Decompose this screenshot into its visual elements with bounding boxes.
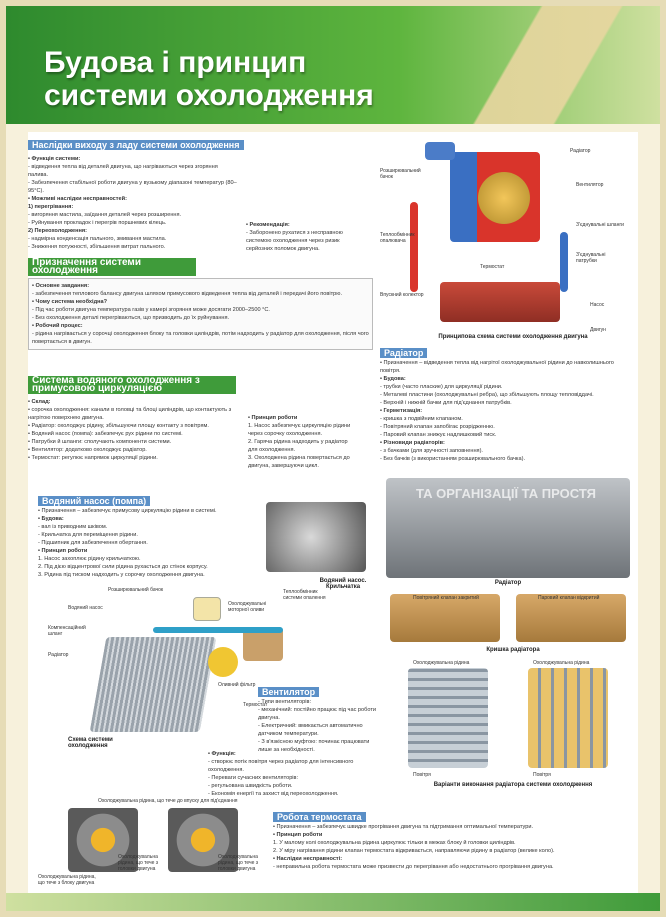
- fan-func-heading: • Функція:: [208, 751, 236, 757]
- cap-caption: Кришка радіатора: [486, 647, 540, 653]
- overheat-text-2: - Руйнування прокладок і перегрів поршневих кілець.: [28, 220, 167, 226]
- label-thermo-bl: Охолоджувальна рідина, що тече з блоку двигуна: [38, 874, 96, 886]
- label-pump: Насос: [590, 302, 605, 308]
- filter-3d: [208, 647, 238, 677]
- radiator-text-11: - з бачками (для зручності заповнення).: [380, 448, 483, 454]
- thermostat-text-3: 1. У малому колі охолоджувальна рідина циркулює тільки в межах блоку й головки циліндрів.: [273, 840, 516, 846]
- label-manifold: Впускний колектор: [380, 292, 424, 298]
- thermostat-text-5: • Наслідки несправності:: [273, 856, 343, 862]
- pump-text-4: - Крильчатка для переміщення рідини.: [38, 532, 138, 538]
- label-fan: Вентилятор: [576, 182, 604, 188]
- label-tank: Розширювальний бачок: [380, 168, 421, 180]
- radiator-text-3: - трубки (часто плаские) для циркуляції рідини.: [380, 384, 503, 390]
- pump-text-1: • Призначення – забезпечує примусову циркуляцію рідини в системі.: [38, 508, 217, 514]
- pump-section: [38, 496, 253, 579]
- system-diagram-caption: Схема системи охолодження: [68, 737, 113, 749]
- pump-section-title: Водяний насос (помпа): [38, 496, 150, 506]
- func-heading: • Функція системи:: [28, 156, 81, 162]
- footer-band: [6, 893, 660, 911]
- label-radiator: Радіатор: [570, 148, 591, 154]
- water-cooling-title: Система водяного охолодження з примусовою циркуляцією: [28, 376, 236, 394]
- label-d2-jacket: Охолоджувальні моторної оливи: [228, 601, 267, 613]
- radiator-photo-caption: Радіатор: [494, 580, 522, 586]
- fan-section-title: Вентилятор: [258, 687, 319, 697]
- radiator-3d: [90, 637, 217, 732]
- watermark-text: ТА ОРГАНІЗАЦІЇ ТА ПРОСТЯ: [416, 486, 596, 501]
- label-coolant-1: Охолоджувальна рідина: [413, 660, 470, 666]
- fan-text-1: - Типи вентиляторів:: [258, 699, 311, 705]
- thermostat-section: [273, 812, 633, 871]
- hose-3d: [153, 627, 283, 633]
- label-thermostat: Термостат: [480, 264, 505, 270]
- overheat-heading: 1) перегрівання:: [28, 204, 74, 210]
- pump-text-2: • Будова:: [38, 516, 64, 522]
- composition-6: • Термостат: регулює напрямок циркуляції рідини.: [28, 455, 158, 461]
- label-coolant-2: Охолоджувальна рідина: [533, 660, 590, 666]
- fan-drawing: [478, 172, 530, 224]
- label-d2-heater: Теплообмінник системи опалення: [283, 589, 326, 601]
- page-title: [44, 46, 374, 112]
- fan-func-1: - створює потік повітря через радіатор для інтенсивного охолодження.: [208, 759, 354, 773]
- label-air-2: Повітря: [533, 772, 551, 778]
- thermostat-text-1: • Призначення – забезпечує швидке прогрівання двигуна та підтримання оптимальної температури.: [273, 824, 534, 830]
- fan-section: [258, 687, 378, 754]
- fan-func-2: - Переваги сучасних вентиляторів:: [208, 775, 299, 781]
- cons-heading: • Можливі наслідки несправностей:: [28, 196, 127, 202]
- composition-4: • Патрубки й шланги: сполучають компоненти системи.: [28, 439, 172, 445]
- water-cooling-section: [28, 376, 373, 470]
- cooling-schematic: [380, 142, 630, 337]
- undercool-text-2: - Зниження потужності, збільшення витрат пального.: [28, 244, 166, 250]
- composition-heading: • Склад:: [28, 399, 51, 405]
- label-engine: Двигун: [590, 327, 606, 333]
- fan-func-4: - Економія енергії та захист від переохолодження.: [208, 791, 339, 797]
- purpose-section: [28, 258, 373, 350]
- thermostat-text-2: • Принцип роботи: [273, 832, 323, 838]
- fan-text-3: - Електричний: вмикається автоматично датчиком температури.: [258, 723, 363, 737]
- pump-text-3: - вал із приводним шківом.: [38, 524, 108, 530]
- header-banner: [6, 6, 660, 124]
- composition-5: • Вентилятор: додатково охолоджує радіатор.: [28, 447, 147, 453]
- variants-caption: Варіанти виконання радіатора системи охолодження: [433, 782, 593, 788]
- label-d2-thermostat: Термостат: [243, 702, 268, 708]
- radiator-variant-2: [528, 668, 608, 768]
- label-valve-closed: Повітряний клапан закритий: [413, 595, 479, 601]
- radiator-text-6: • Герметизація:: [380, 408, 423, 414]
- composition-1: • сорочка охолодження: канали в головці та блоці циліндрів, що контактують з нагрітою поверхнею двигуна.: [28, 407, 232, 421]
- radiator-text-4: - Металеві пластини (охолоджувальні ребра), що збільшують площу тепловіддачі.: [380, 392, 594, 398]
- pump-text-8: 2. Під дією відцентрової сили рідина рухається до стінок корпусу.: [38, 564, 208, 570]
- recommendation-text: - Заборонено рухатися з несправною системою охолодження через ризик серйозних поломок двигуна.: [246, 230, 343, 252]
- radiator-text-5: - Верхній і нижній бачки для під'єднання патрубків.: [380, 400, 512, 406]
- purpose-text-4: - Під час роботи двигуна температура газів у камері згоряння може досягати 2000–2500 °C.: [32, 307, 270, 313]
- label-thermo-bm: Охолоджувальна рідина, що тече з головки двигуна: [118, 854, 159, 872]
- tank-drawing: [425, 142, 455, 160]
- pump-text-7: 1. Насос захоплює рідину крильчаткою.: [38, 556, 141, 562]
- label-heater: Теплообмінник опалювача: [380, 232, 415, 244]
- radiator-text-8: - Повітряний клапан запобігає розрідженню.: [380, 424, 495, 430]
- recommendation-heading: • Рекомендація:: [246, 222, 290, 228]
- radiator-text-12: - Без бачків (з використанням розширювального бачка).: [380, 456, 526, 462]
- radiator-photo: [386, 478, 630, 578]
- label-d2-filter: Оливний фільтр: [218, 682, 256, 688]
- purpose-text-2: - забезпечення теплового балансу двигуна шляхом примусового відведення тепла від деталей і передачі його повітрю.: [32, 291, 343, 297]
- radiator-text-1: • Призначення – відведення тепла від нагрітої охолоджувальної рідини до навколишнього повітря.: [380, 360, 614, 374]
- overheat-text-1: - вигоряння мастила, заїдання деталей через розширення.: [28, 212, 182, 218]
- label-d2-pump: Водяний насос: [68, 605, 103, 611]
- label-thermo-br: Охолоджувальна рідина, що тече з головки двигуна: [218, 854, 259, 872]
- tank-3d: [193, 597, 221, 621]
- purpose-section-title: Призначення системи охолодження: [28, 258, 196, 276]
- undercool-heading: 2) Переохолодження:: [28, 228, 87, 234]
- radiator-text-7: - кришка з подвійним клапаном.: [380, 416, 463, 422]
- pump-photo: [266, 502, 366, 572]
- pump-text-5: - Підшипник для забезпечення обертання.: [38, 540, 148, 546]
- cold-hose: [560, 232, 568, 292]
- principle-3: 3. Охолоджена рідина повертається до двигуна, завершуючи цикл.: [248, 455, 350, 469]
- pump-caption: Водяний насос. Крильчатка: [319, 578, 367, 590]
- schematic-caption: Принципова схема системи охолодження двигуна: [438, 334, 588, 340]
- label-valve-open: Паровий клапан відкритий: [538, 595, 600, 601]
- principle-2: 2. Гаряча рідина надходить у радіатор для охолодження.: [248, 439, 348, 453]
- label-d2-tank: Розширювальний бачок: [108, 587, 164, 593]
- principle-heading: • Принцип роботи: [248, 415, 298, 421]
- label-d2-comp: Компенсаційний шланг: [48, 625, 86, 637]
- pump-text-6: • Принцип роботи: [38, 548, 88, 554]
- title-line-1: Будова і принцип: [44, 46, 307, 79]
- purpose-text-3: • Чому система необхідна?: [32, 299, 108, 305]
- label-air-1: Повітря: [413, 772, 431, 778]
- label-pipes: З'єднувальні патрубки: [576, 252, 606, 264]
- purpose-text-7: - рідина нагрівається у сорочці охолодження блоку та головки циліндрів, потім надходить у радіатор для охолодження, після чого повертається в двигун.: [32, 331, 369, 345]
- composition-3: • Водяний насос (помпа): забезпечує рух рідини по системі.: [28, 431, 183, 437]
- thermostat-text-4: 2. У міру нагрівання рідини клапан термостата відкривається, направляючи рідину в радіатор (велике коло).: [273, 848, 555, 854]
- title-line-2: системи охолодження: [44, 79, 374, 112]
- principle-1: 1. Насос забезпечує циркуляцію рідини через сорочку охолодження.: [248, 423, 351, 437]
- purpose-text-6: • Робочий процес:: [32, 323, 83, 329]
- radiator-text-9: - Паровий клапан знижує надлишковий тиск.: [380, 432, 497, 438]
- hot-hose: [410, 202, 418, 292]
- purpose-text-5: - Без охолодження деталі перегріваються, що призводить до їх руйнування.: [32, 315, 230, 321]
- thermostat-section-title: Робота термостата: [273, 812, 366, 822]
- pump-text-9: 3. Рідина під тиском надходить у сорочку охолодження двигуна.: [38, 572, 205, 578]
- fan-function: [208, 750, 378, 798]
- composition-2: • Радіатор: охолоджує рідину, збільшуючи площу контакту з повітрям.: [28, 423, 209, 429]
- func-text-2: - Забезпечення стабільної роботи двигуна у вузькому діапазоні температур (80–95°C).: [28, 180, 237, 194]
- engine-drawing: [440, 282, 560, 322]
- radiator-text-10: • Різновиди радіаторів:: [380, 440, 445, 446]
- cap-open-drawing: [516, 594, 626, 642]
- failure-section: [28, 140, 373, 253]
- label-d2-radiator: Радіатор: [48, 652, 69, 658]
- undercool-text-1: - надмірна конденсація пального, змивання мастила.: [28, 236, 167, 242]
- label-thermo-top: Охолоджувальна рідина, що тече до впуску для під'єднання: [98, 798, 238, 804]
- thermostat-drawings: [38, 798, 268, 894]
- purpose-text-1: • Основне завдання:: [32, 283, 90, 289]
- cap-closed-drawing: [390, 594, 500, 642]
- fan-text-4: - З в'язкісною муфтою: починає працювати лише за необхідності.: [258, 739, 370, 753]
- fan-text-2: - механічний: постійно працює під час роботи двигуна.: [258, 707, 377, 721]
- radiator-section: [380, 348, 630, 463]
- label-hoses: З'єднувальні шланги: [576, 222, 624, 228]
- fan-func-3: - регульована швидкість роботи.: [208, 783, 293, 789]
- content-area: [28, 132, 638, 898]
- radiator-text-2: • Будова:: [380, 376, 406, 382]
- failure-section-title: Наслідки виходу з ладу системи охолодження: [28, 140, 244, 150]
- thermostat-text-6: - неправильна робота термостата може призвести до перегрівання або недостатнього прогрівання двигуна.: [273, 864, 554, 870]
- radiator-variant-1: [408, 668, 488, 768]
- func-text-1: - відведення тепла від деталей двигуна, що нагріваються через згоряння палива.: [28, 164, 218, 178]
- radiator-section-title: Радіатор: [380, 348, 427, 358]
